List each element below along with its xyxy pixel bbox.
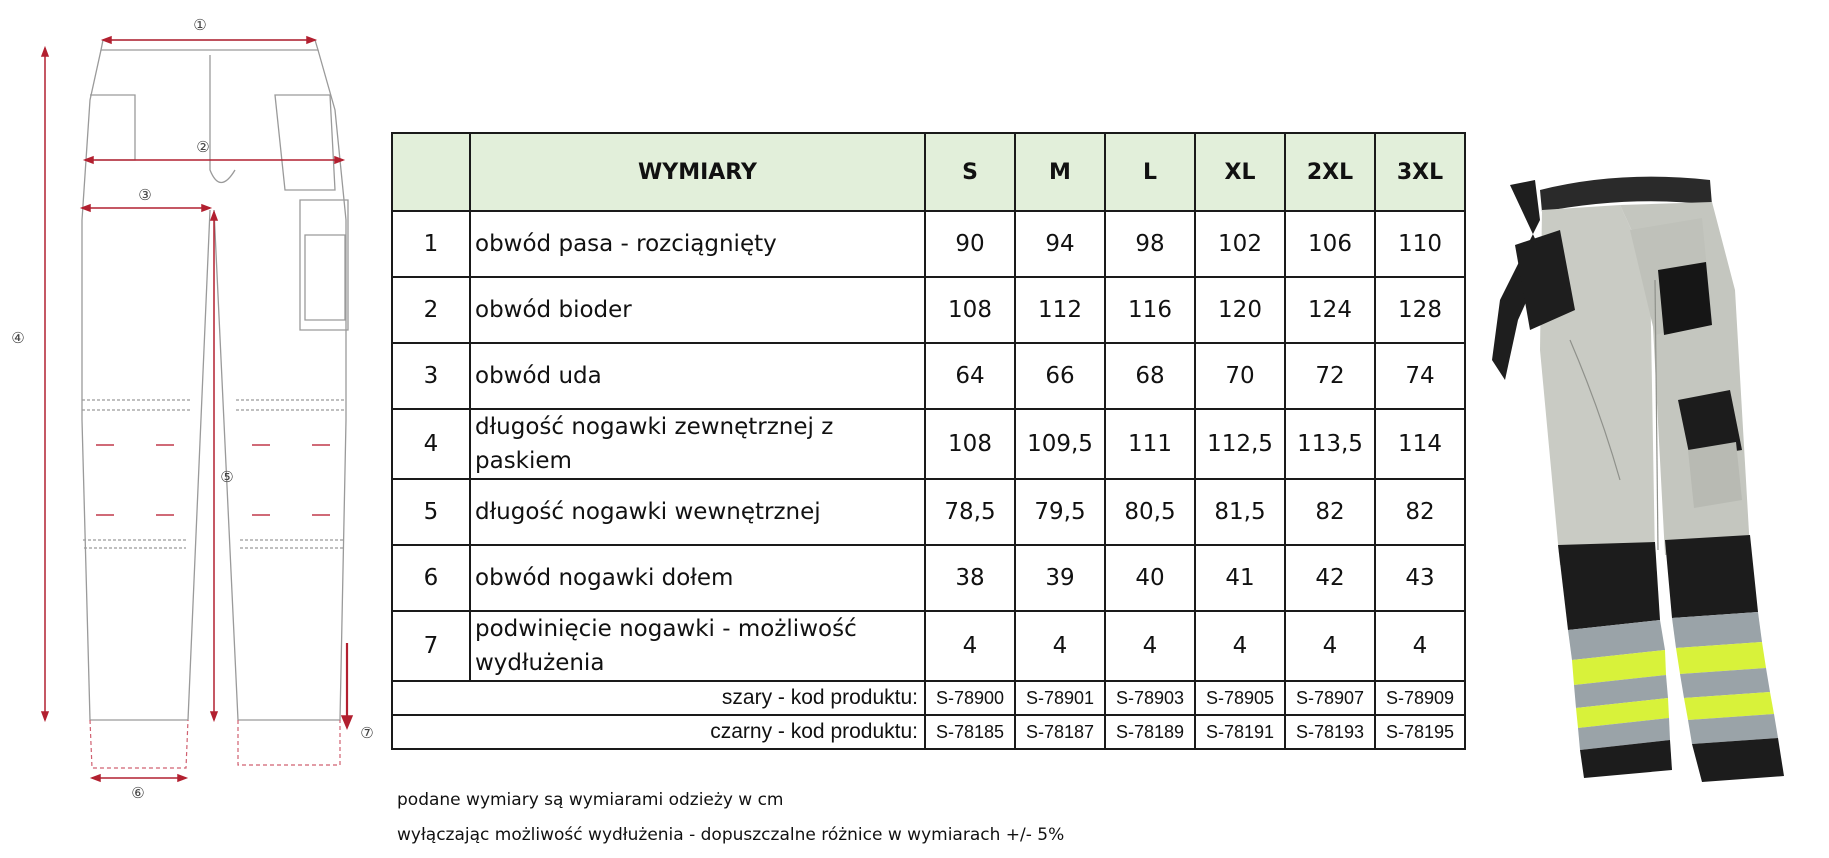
row-number: 4	[392, 409, 470, 479]
note-units: podane wymiary są wymiarami odzieży w cm	[397, 790, 784, 810]
row-number: 7	[392, 611, 470, 681]
header-size-xl: XL	[1195, 133, 1285, 211]
row-value: 108	[925, 277, 1015, 343]
row-value: 66	[1015, 343, 1105, 409]
table-row	[392, 479, 1465, 545]
marker-5: ⑤	[220, 468, 234, 486]
product-code: S-78907	[1285, 681, 1375, 715]
row-value: 106	[1285, 211, 1375, 277]
table-row	[392, 611, 1465, 681]
table-row	[392, 277, 1465, 343]
table-row	[392, 343, 1465, 409]
row-value: 108	[925, 409, 1015, 479]
product-code: S-78193	[1285, 715, 1375, 749]
row-value: 64	[925, 343, 1015, 409]
row-value: 80,5	[1105, 479, 1195, 545]
row-label: podwinięcie nogawki - możliwość wydłużenia	[470, 611, 925, 681]
header-title: WYMIARY	[470, 133, 925, 211]
row-label: obwód bioder	[470, 277, 925, 343]
marker-4: ④	[11, 329, 25, 347]
marker-3: ③	[138, 186, 152, 204]
row-number: 2	[392, 277, 470, 343]
marker-7: ⑦	[360, 724, 374, 742]
note-tolerance: wyłączając możliwość wydłużenia - dopuszczalne różnice w wymiarach +/- 5%	[397, 825, 1065, 845]
row-value: 81,5	[1195, 479, 1285, 545]
row-value: 74	[1375, 343, 1465, 409]
header-size-2xl: 2XL	[1285, 133, 1375, 211]
row-value: 4	[1015, 611, 1105, 681]
row-value: 116	[1105, 277, 1195, 343]
product-code: S-78185	[925, 715, 1015, 749]
row-number: 5	[392, 479, 470, 545]
header-size-m: M	[1015, 133, 1105, 211]
row-value: 4	[1105, 611, 1195, 681]
row-label: obwód uda	[470, 343, 925, 409]
table-row	[392, 211, 1465, 277]
row-value: 82	[1285, 479, 1375, 545]
row-value: 110	[1375, 211, 1465, 277]
row-value: 42	[1285, 545, 1375, 611]
marker-6: ⑥	[131, 784, 145, 802]
product-code: S-78901	[1015, 681, 1105, 715]
row-value: 113,5	[1285, 409, 1375, 479]
row-value: 40	[1105, 545, 1195, 611]
row-label: obwód nogawki dołem	[470, 545, 925, 611]
row-value: 112	[1015, 277, 1105, 343]
row-value: 38	[925, 545, 1015, 611]
row-value: 4	[1375, 611, 1465, 681]
code-label-black: czarny - kod produktu:	[392, 715, 925, 749]
table-row	[392, 409, 1465, 479]
product-code: S-78903	[1105, 681, 1195, 715]
marker-1: ①	[193, 16, 207, 34]
row-value: 82	[1375, 479, 1465, 545]
row-value: 4	[1195, 611, 1285, 681]
code-label-grey: szary - kod produktu:	[392, 681, 925, 715]
row-value: 70	[1195, 343, 1285, 409]
row-label: długość nogawki wewnętrznej	[470, 479, 925, 545]
product-code: S-78905	[1195, 681, 1285, 715]
product-code: S-78187	[1015, 715, 1105, 749]
product-code: S-78195	[1375, 715, 1465, 749]
row-value: 90	[925, 211, 1015, 277]
product-photo	[1480, 150, 1829, 790]
product-code: S-78191	[1195, 715, 1285, 749]
product-code: S-78900	[925, 681, 1015, 715]
row-number: 6	[392, 545, 470, 611]
row-value: 4	[925, 611, 1015, 681]
trousers-measurement-diagram	[0, 0, 380, 858]
header-size-3xl: 3XL	[1375, 133, 1465, 211]
row-value: 112,5	[1195, 409, 1285, 479]
row-value: 124	[1285, 277, 1375, 343]
row-label: długość nogawki zewnętrznej z paskiem	[470, 409, 925, 479]
row-value: 72	[1285, 343, 1375, 409]
row-value: 111	[1105, 409, 1195, 479]
header-size-l: L	[1105, 133, 1195, 211]
row-label: obwód pasa - rozciągnięty	[470, 211, 925, 277]
row-value: 102	[1195, 211, 1285, 277]
row-value: 114	[1375, 409, 1465, 479]
table-header-row	[392, 133, 1465, 211]
row-value: 79,5	[1015, 479, 1105, 545]
table-row	[392, 545, 1465, 611]
product-code-row-grey	[392, 681, 1465, 715]
product-code: S-78909	[1375, 681, 1465, 715]
product-code: S-78189	[1105, 715, 1195, 749]
row-value: 39	[1015, 545, 1105, 611]
row-value: 4	[1285, 611, 1375, 681]
row-value: 120	[1195, 277, 1285, 343]
row-number: 1	[392, 211, 470, 277]
row-number: 3	[392, 343, 470, 409]
row-value: 78,5	[925, 479, 1015, 545]
row-value: 94	[1015, 211, 1105, 277]
row-value: 41	[1195, 545, 1285, 611]
row-value: 98	[1105, 211, 1195, 277]
marker-2: ②	[196, 138, 210, 156]
row-value: 68	[1105, 343, 1195, 409]
header-number-cell	[392, 133, 470, 211]
row-value: 128	[1375, 277, 1465, 343]
product-code-row-black	[392, 715, 1465, 749]
size-table	[391, 132, 1466, 750]
header-size-s: S	[925, 133, 1015, 211]
row-value: 43	[1375, 545, 1465, 611]
row-value: 109,5	[1015, 409, 1105, 479]
